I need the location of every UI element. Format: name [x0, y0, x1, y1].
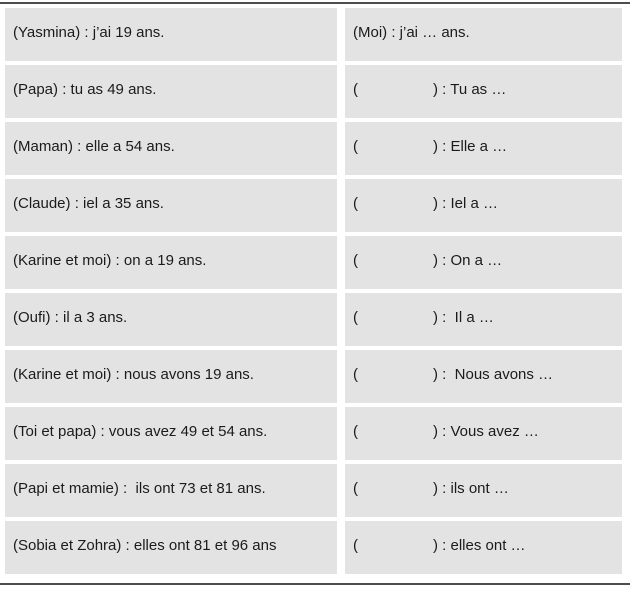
answer-sentence-text: ) : Il a … [433, 308, 494, 326]
answer-sentence-text: ) : Nous avons … [433, 365, 554, 383]
answer-open-paren: ( [353, 365, 358, 383]
answer-open-paren: ( [353, 536, 358, 554]
table-bottom-border [0, 583, 630, 585]
answer-cell [345, 350, 622, 403]
answer-cell [345, 236, 622, 289]
answer-blank-space [358, 146, 433, 147]
model-sentence-cell [5, 236, 337, 289]
model-sentence-cell [5, 293, 337, 346]
answer-sentence-text: ) : Tu as … [433, 80, 507, 98]
model-sentence-cell [5, 179, 337, 232]
answer-open-paren: ( [353, 80, 358, 98]
answer-blank-space [358, 374, 433, 375]
answer-open-paren: ( [353, 251, 358, 269]
model-sentence-text: (Maman) : elle a 54 ans. [13, 137, 175, 155]
table-top-border [0, 2, 630, 4]
answer-open-paren: ( [353, 137, 358, 155]
answer-blank-space [358, 260, 433, 261]
model-sentence-text: (Toi et papa) : vous avez 49 et 54 ans. [13, 422, 268, 440]
exercise-table [5, 8, 622, 574]
answer-open-paren: ( [353, 479, 358, 497]
answer-sentence-text: ) : Vous avez … [433, 422, 539, 440]
answer-cell [345, 464, 622, 517]
model-sentence-cell [5, 8, 337, 61]
model-sentence-text: (Claude) : iel a 35 ans. [13, 194, 164, 212]
answer-blank-space [358, 89, 433, 90]
answer-cell [345, 122, 622, 175]
model-sentence-text: (Sobia et Zohra) : elles ont 81 et 96 ans [13, 536, 277, 554]
model-sentence-text: (Karine et moi) : nous avons 19 ans. [13, 365, 254, 383]
answer-blank-space [358, 545, 433, 546]
answer-cell [345, 407, 622, 460]
answer-open-paren: ( [353, 308, 358, 326]
model-sentence-cell [5, 521, 337, 574]
answer-sentence-text: ) : On a … [433, 251, 503, 269]
model-sentence-cell [5, 407, 337, 460]
answer-cell [345, 521, 622, 574]
model-sentence-cell [5, 122, 337, 175]
answer-blank-space [358, 431, 433, 432]
answer-sentence-text: (Moi) : j’ai … ans. [353, 23, 470, 41]
model-sentence-cell [5, 464, 337, 517]
model-sentence-text: (Karine et moi) : on a 19 ans. [13, 251, 207, 269]
model-sentence-text: (Papa) : tu as 49 ans. [13, 80, 157, 98]
answer-cell [345, 179, 622, 232]
answer-blank-space [358, 203, 433, 204]
answer-blank-space [358, 317, 433, 318]
answer-sentence-text: ) : elles ont … [433, 536, 526, 554]
answer-sentence-text: ) : Iel a … [433, 194, 499, 212]
model-sentence-text: (Oufi) : il a 3 ans. [13, 308, 128, 326]
answer-open-paren: ( [353, 194, 358, 212]
answer-open-paren: ( [353, 422, 358, 440]
model-sentence-text: (Papi et mamie) : ils ont 73 et 81 ans. [13, 479, 266, 497]
model-sentence-text: (Yasmina) : j’ai 19 ans. [13, 23, 165, 41]
answer-sentence-text: ) : ils ont … [433, 479, 509, 497]
answer-blank-space [358, 488, 433, 489]
model-sentence-cell [5, 65, 337, 118]
answer-cell [345, 293, 622, 346]
model-sentence-cell [5, 350, 337, 403]
answer-sentence-text: ) : Elle a … [433, 137, 508, 155]
answer-cell [345, 8, 622, 61]
answer-cell [345, 65, 622, 118]
